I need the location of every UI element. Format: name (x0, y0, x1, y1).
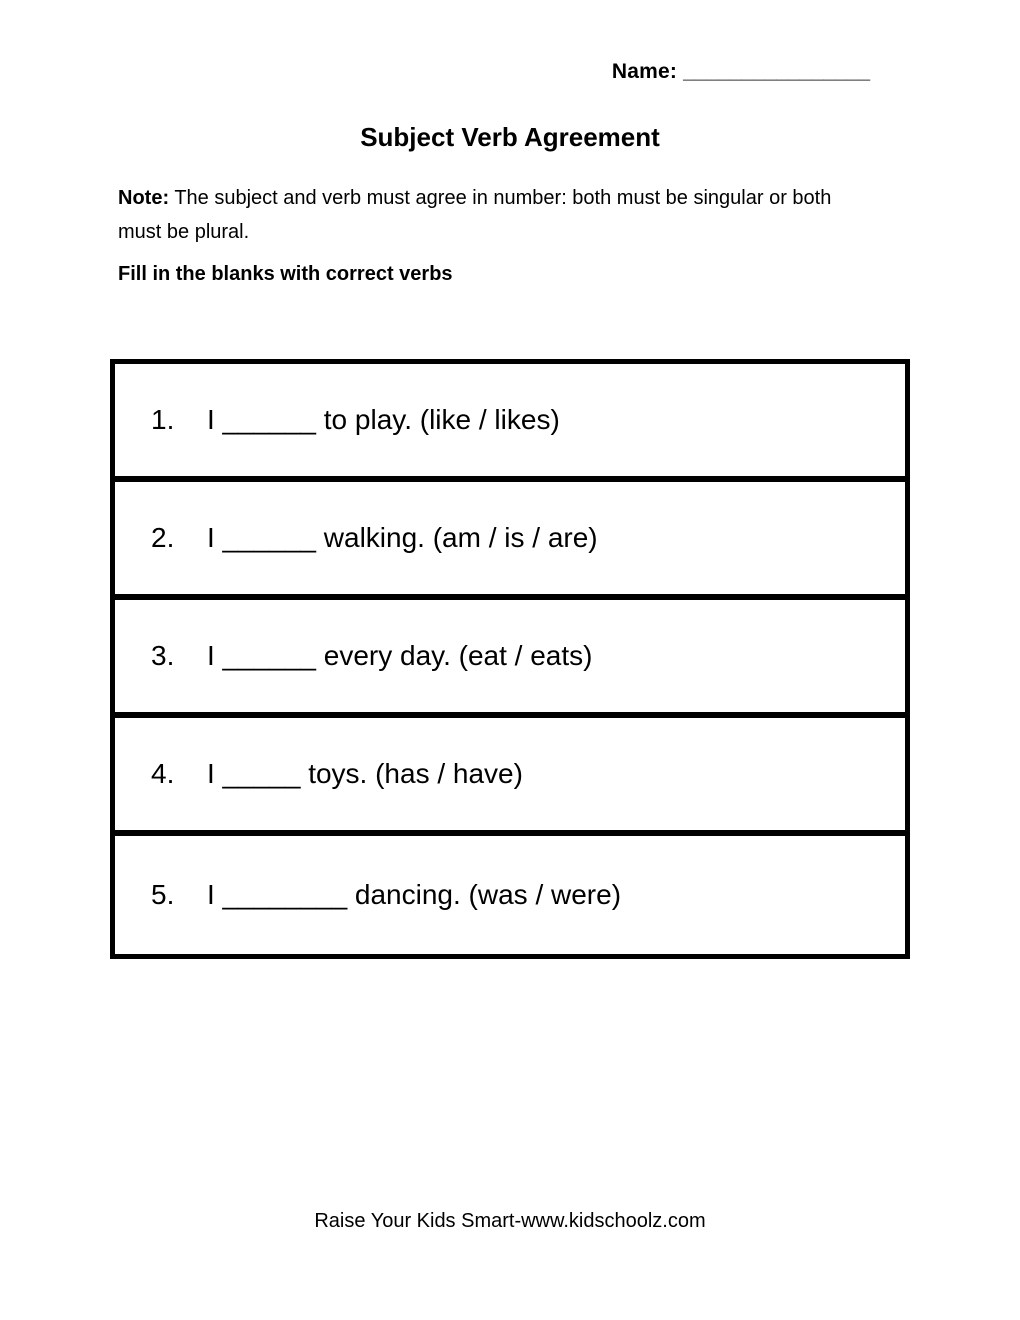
note-text-line1: The subject and verb must agree in number: both must be singular or both (174, 187, 832, 209)
instruction-heading: Fill in the blanks with correct verbs (118, 263, 453, 285)
question-row (115, 836, 905, 954)
footer-credit: Raise Your Kids Smart-www.kidschoolz.com (314, 1210, 706, 1232)
page-title: Subject Verb Agreement (360, 122, 660, 152)
note-label: Note: (118, 187, 170, 209)
question-number: 3. (151, 640, 175, 671)
name-label: Name: (611, 60, 678, 83)
name-blank-line: ________________ (683, 60, 870, 83)
question-number: 4. (151, 758, 175, 789)
question-row (115, 600, 905, 718)
note-paragraph (118, 181, 908, 249)
question-row (115, 482, 905, 600)
question-text: I ______ every day. (eat / eats) (207, 640, 593, 671)
question-number: 2. (151, 522, 175, 553)
question-text: I ______ walking. (am / is / are) (207, 522, 598, 553)
question-text: I ________ dancing. (was / were) (207, 879, 622, 910)
note-text-line2: must be plural. (118, 221, 250, 243)
question-text: I ______ to play. (like / likes) (207, 404, 560, 435)
question-number: 1. (151, 404, 175, 435)
questions-table (110, 359, 910, 959)
question-text: I _____ toys. (has / have) (207, 758, 523, 789)
question-row (115, 364, 905, 482)
name-row (612, 60, 870, 84)
question-row (115, 718, 905, 836)
question-number: 5. (151, 879, 175, 910)
